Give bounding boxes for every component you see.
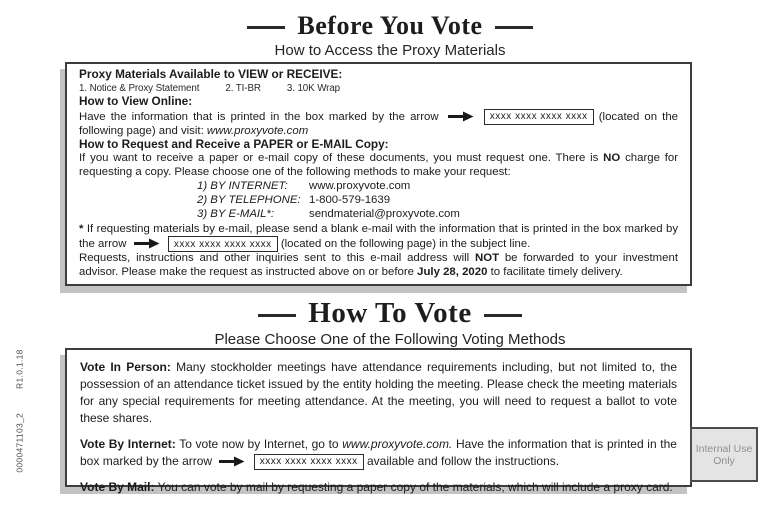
vote-in-person-text: Many stockholder meetings have attendance requirements including, but not limited to, the possession of an attendance ticket issued by the entity holding the meeting. Please check the meeting materials for any special requirements for meeting attendance. At the meeting, you will need to request a ballot to vote these shares. — [80, 360, 677, 425]
before-you-vote-title-row — [0, 11, 780, 41]
before-you-vote-header — [0, 11, 780, 59]
view-online-heading: How to View Online: — [79, 94, 193, 109]
email-note-pre2: by the arrow — [79, 222, 679, 251]
side-code-part2: R1.0.1.18 — [14, 349, 25, 389]
email-note-post: (located on the following page) in the subject line. — [280, 238, 531, 251]
no-charge-emphasis: NO — [603, 151, 621, 164]
vote-by-mail-paragraph — [80, 479, 677, 496]
request-intro-pre: If you want to receive a paper or e-mail copy of these documents, you must request one. There is — [79, 151, 599, 164]
how-to-vote-title-row — [0, 297, 780, 330]
right-dash-rule — [484, 314, 522, 317]
voting-methods-box — [65, 348, 692, 494]
requests-note-mid: be forwarded to your investment advisor. Please make the request as instructed above on or before — [79, 252, 678, 278]
not-emphasis: NOT — [474, 252, 500, 265]
deadline-date: July 28, 2020 — [417, 265, 488, 278]
request-copy-paragraph — [79, 152, 678, 179]
view-online-text-mid2: following page) and visit: — [79, 124, 204, 137]
method-label-internet: 1) BY INTERNET: — [197, 180, 288, 193]
method-label-email: 3) BY E-MAIL*: — [197, 207, 275, 220]
method-row-internet — [197, 180, 678, 194]
left-dash-rule — [258, 314, 296, 317]
requests-note-pre: Requests, instructions and other inquiries sent to this e-mail address will — [79, 252, 470, 265]
how-to-vote-subtitle: Please Choose One of the Following Voting Methods — [214, 331, 566, 348]
how-to-vote-title: How To Vote — [308, 297, 472, 329]
method-label-telephone: 2) BY TELEPHONE: — [197, 193, 301, 206]
right-arrow-icon — [448, 111, 474, 122]
materials-item-3: 3. 10K Wrap — [286, 82, 341, 94]
control-number-box-1: xxxx xxxx xxxx xxxx — [484, 109, 594, 125]
side-code-part1: 0000471103_2 — [14, 412, 25, 473]
materials-list — [79, 82, 678, 96]
control-number-box-2: xxxx xxxx xxxx xxxx — [168, 236, 278, 252]
right-arrow-icon — [219, 456, 245, 467]
right-arrow-icon — [134, 238, 160, 249]
vote-by-internet-paragraph — [80, 436, 677, 470]
before-you-vote-title: Before You Vote — [297, 11, 483, 40]
proxyvote-url-1: www.proxyvote.com — [206, 124, 309, 137]
materials-heading: Proxy Materials Available to VIEW or RECEIVE: — [79, 67, 343, 81]
method-row-telephone — [197, 194, 678, 208]
vote-by-internet-mid2: marked by the arrow — [102, 454, 213, 468]
vote-by-internet-label: Vote By Internet: — [80, 437, 176, 451]
view-online-paragraph — [79, 109, 678, 139]
request-intro-post: charge for requesting a copy. Please choose one of the following methods to make your request: — [79, 151, 679, 178]
right-dash-rule — [495, 26, 533, 29]
internal-use-only-box — [690, 427, 758, 482]
how-to-vote-header — [0, 297, 780, 348]
method-value-internet: www.proxyvote.com — [309, 180, 411, 193]
vote-in-person-label: Vote In Person: — [80, 360, 171, 374]
vote-by-internet-mid: Have the information that is printed in the box — [80, 437, 677, 468]
requests-note-post: to facilitate timely delivery. — [490, 265, 623, 278]
view-online-text-mid: (located on the — [598, 110, 679, 123]
email-note-paragraph — [79, 223, 678, 253]
email-note-pre: If requesting materials by e-mail, please send a blank e-mail with the information that is printed in the box marked — [86, 222, 663, 235]
vote-by-internet-post: available and follow the instructions. — [366, 454, 560, 468]
materials-item-2: 2. TI-BR — [225, 82, 261, 94]
internal-use-only-label: Internal Use Only — [695, 442, 753, 467]
control-number-box-3: xxxx xxxx xxxx xxxx — [254, 454, 364, 470]
before-you-vote-subtitle: How to Access the Proxy Materials — [274, 42, 506, 59]
footnote-star: * — [79, 222, 84, 235]
request-copy-heading: How to Request and Receive a PAPER or E-MAIL Copy: — [79, 137, 389, 152]
method-row-email — [197, 208, 678, 222]
view-online-text-pre: Have the information that is printed in the box marked by the arrow — [79, 110, 439, 123]
access-proxy-materials-box — [65, 62, 692, 286]
method-value-telephone: 1-800-579-1639 — [309, 193, 391, 206]
requests-note-paragraph — [79, 252, 678, 279]
vote-in-person-paragraph — [80, 359, 677, 427]
vote-by-mail-text: You can vote by mail by requesting a paper copy of the materials, which will include a proxy card. — [157, 480, 673, 494]
request-methods-list — [197, 180, 678, 221]
side-production-code — [15, 339, 25, 484]
vote-by-mail-label: Vote By Mail: — [80, 480, 155, 494]
proxyvote-url-2: www.proxyvote.com. — [342, 437, 453, 451]
materials-item-1: 1. Notice & Proxy Statement — [79, 82, 200, 94]
vote-by-internet-pre: To vote now by Internet, go to — [179, 437, 339, 451]
left-dash-rule — [247, 26, 285, 29]
method-value-email: sendmaterial@proxyvote.com — [309, 207, 460, 220]
